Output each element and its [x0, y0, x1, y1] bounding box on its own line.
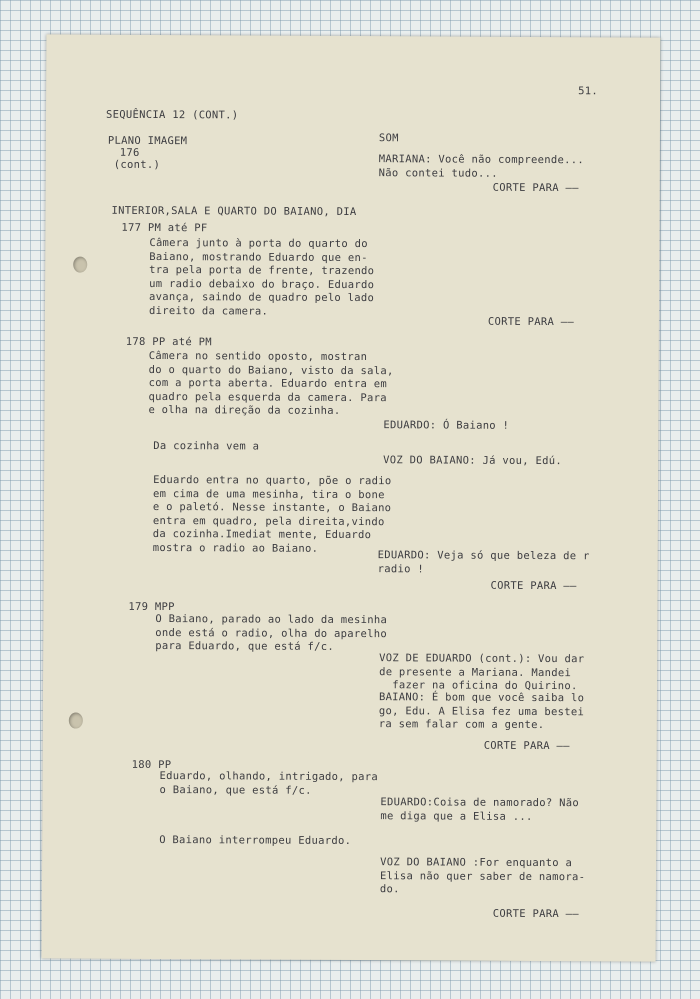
- transition: CORTE PARA ——: [492, 907, 579, 921]
- action-text: Câmera junto à porta do quarto do Baiano, mostrando Eduardo que en- tra pela porta de frente, trazendo um radio debaixo do braço. Eduardo avança, saindo de quadro pelo lado direito da camera.: [148, 236, 375, 318]
- transition: CORTE PARA ——: [483, 739, 570, 753]
- shot-number: 176: [119, 146, 140, 159]
- shot-cont: (cont.): [113, 158, 161, 171]
- dialogue: EDUARDO: Veja só que beleza de r radio !: [377, 549, 590, 575]
- action-text: Eduardo entra no quarto, põe o radio em cima de uma mesinha, tira o bone e o paletó. Nesse instante, o Baiano entra em quadro, pela direita,vindo da cozinha.Imediat mente, Eduardo mostra o radio ao Baiano.: [152, 473, 392, 555]
- dialogue: MARIANA: Você não compreende... Não contei tudo...: [378, 153, 585, 180]
- action-text: Da cozinha vem a: [153, 439, 260, 453]
- shot-header: 179 MPP: [128, 600, 175, 614]
- dialogue: VOZ DE EDUARDO (cont.): Vou dar de presente a Mariana. Mandei fazer na oficina do Quirino.: [378, 652, 585, 693]
- action-text: Câmera no sentido oposto, mostran do o quarto do Baiano, visto da sala, com a porta aberta. Eduardo entra em quadro pela esquerda da camera. Para e olha na direção da cozinha.: [148, 349, 394, 417]
- transition: CORTE PARA ——: [487, 315, 575, 329]
- dialogue: VOZ DO BAIANO: Já vou, Edú.: [383, 454, 563, 468]
- column-sound-header: SOM: [378, 132, 399, 145]
- sequence-header: SEQUÊNCIA 12 (CONT.): [105, 108, 239, 122]
- script-page: [42, 34, 661, 961]
- action-text: O Baiano interrompeu Eduardo.: [159, 834, 352, 848]
- column-image-header: PLANO IMAGEM: [107, 134, 188, 148]
- binder-hole-bottom: [69, 713, 83, 729]
- action-text: Eduardo, olhando, intrigado, para o Baiano, que está f/c.: [159, 770, 379, 797]
- action-text: O Baiano, parado ao lado da mesinha onde está o radio, olha do aparelho para Eduardo, que está f/c.: [155, 612, 388, 653]
- dialogue: EDUARDO: Ó Baiano !: [383, 419, 510, 432]
- dialogue: BAIANO: É bom que você saiba lo go, Edu. A Elisa fez uma bestei ra sem falar com a gente.: [378, 691, 585, 732]
- transition: CORTE PARA ——: [492, 181, 579, 195]
- dialogue: EDUARDO:Coisa de namorado? Não me diga que a Elisa ...: [380, 796, 580, 823]
- transition: CORTE PARA ——: [490, 579, 577, 593]
- binder-hole-top: [73, 257, 87, 273]
- shot-header: 180 PP: [131, 758, 172, 772]
- dialogue: VOZ DO BAIANO :For enquanto a Elisa não quer saber de namora- do.: [379, 856, 586, 896]
- shot-header: 178 PP até PM: [125, 335, 212, 349]
- shot-header: 177 PM até PF: [121, 221, 208, 235]
- scene-heading: INTERIOR,SALA E QUARTO DO BAIANO, DIA: [111, 204, 357, 219]
- page-number: 51.: [578, 85, 599, 98]
